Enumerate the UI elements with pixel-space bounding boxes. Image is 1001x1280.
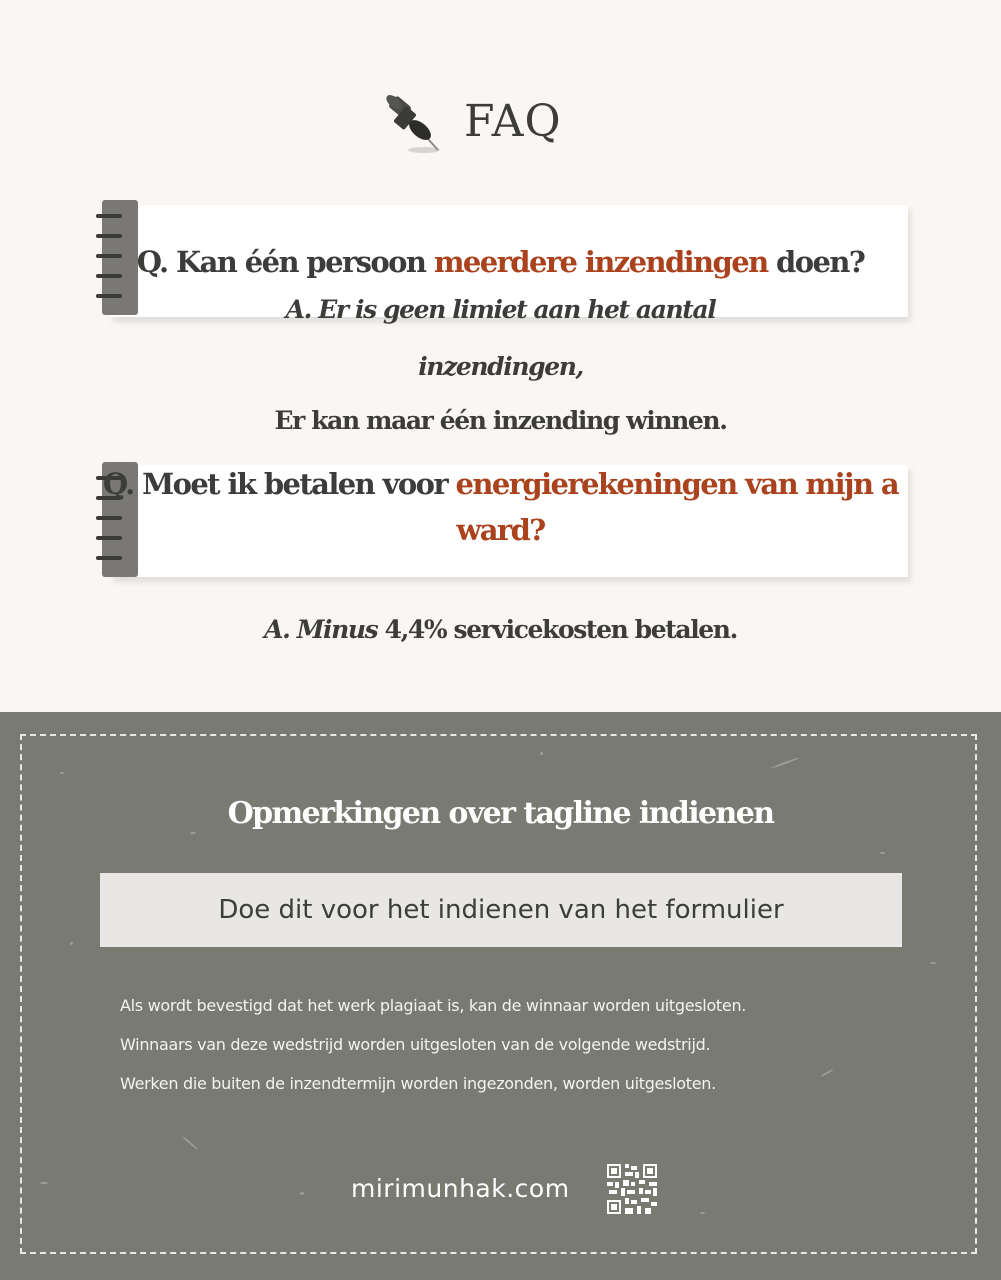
rule-item: Werken die buiten de inzendtermijn worden ingezonden, worden uitgesloten. bbox=[120, 1074, 716, 1093]
answer-1-line-2: inzendingen, bbox=[418, 352, 583, 381]
qr-code-icon[interactable] bbox=[607, 1164, 657, 1214]
rule-item: Als wordt bevestigd dat het werk plagiaat is, kan de winnaar worden uitgesloten. bbox=[120, 996, 747, 1015]
push-pin-icon bbox=[380, 88, 460, 158]
website-link[interactable]: mirimunhak.com bbox=[351, 1174, 570, 1203]
subtitle-text: Doe dit voor het indienen van het formulier bbox=[218, 895, 784, 925]
answer-2: A. Minus 4,4% servicekosten betalen. bbox=[264, 615, 737, 644]
notes-title: Opmerkingen over tagline indienen bbox=[227, 796, 774, 831]
question-2-highlight: energierekeningen van mijn a bbox=[455, 467, 899, 501]
answer-1-line-3: Er kan maar één inzending winnen. bbox=[274, 406, 727, 435]
faq-header bbox=[0, 86, 1001, 166]
question-2-line-2: ward? bbox=[456, 513, 545, 547]
notes-section bbox=[0, 712, 1001, 1280]
rule-item: Winnaars van deze wedstrijd worden uitgesloten van de volgende wedstrijd. bbox=[120, 1035, 711, 1054]
question-2-line-1: Q. Moet ik betalen voor energierekeningen van mijn a bbox=[102, 467, 899, 501]
faq-title: FAQ bbox=[464, 96, 562, 147]
question-1: Q. Kan één persoon meerdere inzendingen doen? bbox=[136, 245, 865, 279]
question-1-highlight: meerdere inzendingen bbox=[433, 245, 768, 279]
subtitle-box bbox=[100, 873, 902, 947]
rules-list bbox=[120, 996, 880, 1113]
answer-1-line-1: A. Er is geen limiet aan het aantal bbox=[285, 295, 716, 324]
